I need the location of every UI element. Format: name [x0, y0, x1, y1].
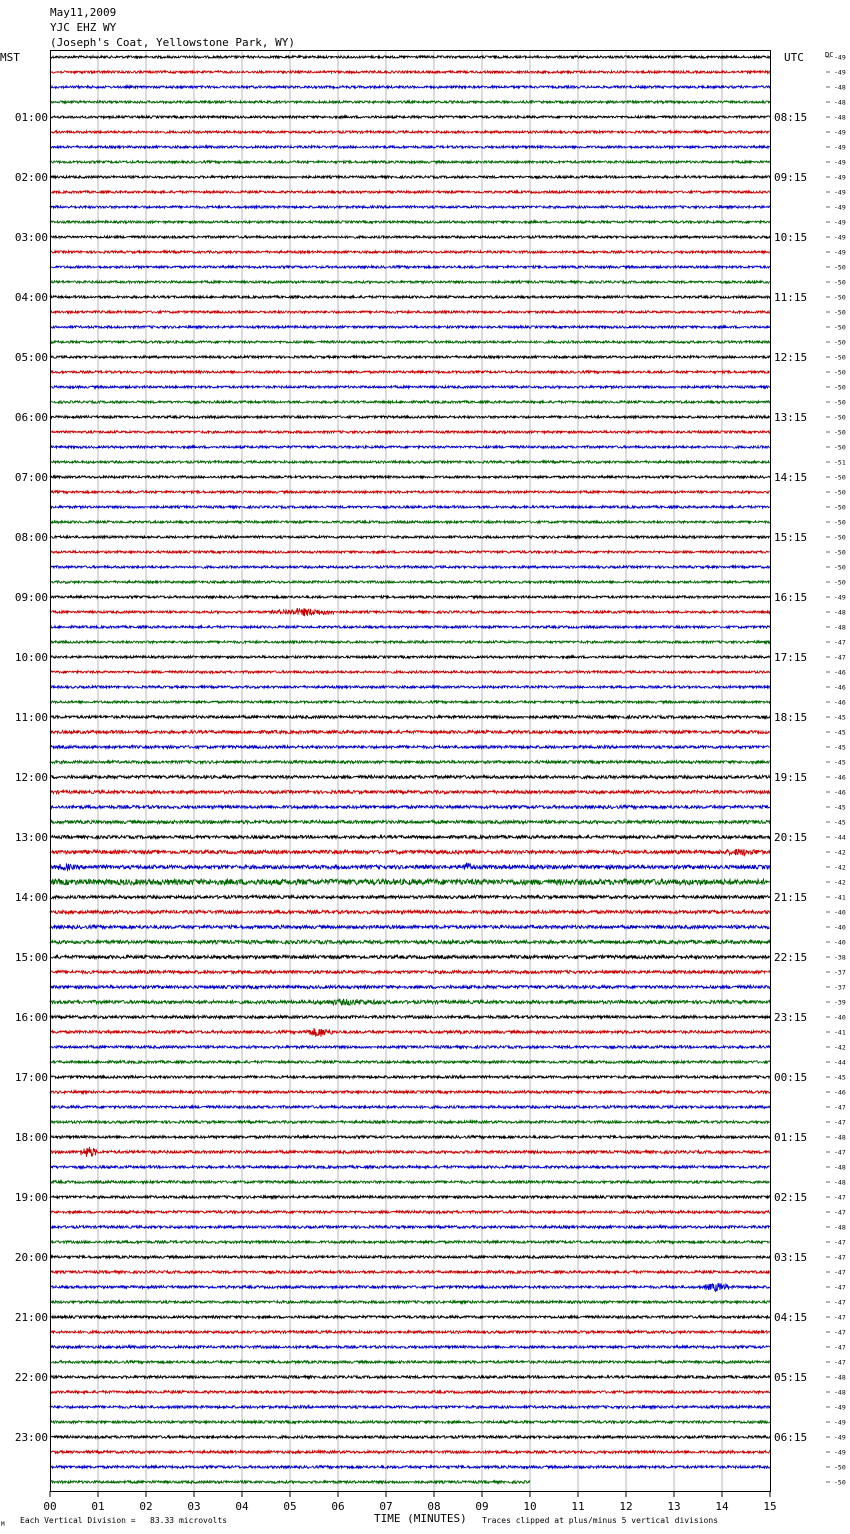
seismic-trace [50, 970, 770, 973]
dc-offset-label: -46 [834, 788, 846, 797]
seismic-trace [50, 701, 770, 703]
seismic-trace [50, 326, 770, 328]
dc-offset-label: -47 [834, 1193, 846, 1202]
dc-offset-label: -49 [834, 1448, 846, 1457]
dc-offset-label: -50 [834, 338, 846, 347]
dc-offset-label: -48 [834, 1223, 846, 1232]
seismic-trace [50, 251, 770, 253]
utc-hour-label: 03:15 [774, 1251, 808, 1264]
seismic-trace [50, 716, 770, 719]
x-tick-label: 11 [571, 1500, 585, 1513]
dc-offset-label: -50 [834, 383, 846, 392]
dc-offset-label: -48 [834, 1133, 846, 1142]
seismic-trace [50, 805, 770, 808]
x-tick-label: 03 [187, 1500, 201, 1513]
x-tick-label: 09 [475, 1500, 489, 1513]
seismic-trace [50, 176, 770, 178]
utc-hour-label: 21:15 [774, 891, 808, 904]
x-tick-label: 01 [91, 1500, 105, 1513]
seismic-trace [50, 1226, 770, 1229]
dc-offset-label: -49 [834, 593, 846, 602]
x-axis-label: TIME (MINUTES) [374, 1512, 467, 1525]
x-tick-label: 08 [427, 1500, 441, 1513]
dc-offset-label: -40 [834, 923, 846, 932]
seismic-trace [50, 386, 770, 388]
dc-offset-label: -37 [834, 983, 846, 992]
dc-offset-label: -42 [834, 863, 846, 872]
dc-offset-label: -50 [834, 263, 846, 272]
dc-offset-label: -48 [834, 1178, 846, 1187]
mst-hour-label: 08:00 [14, 531, 48, 544]
x-tick-label: 14 [715, 1500, 729, 1513]
seismic-trace [50, 581, 770, 583]
seismic-trace [50, 1016, 770, 1019]
utc-hour-label: 05:15 [774, 1371, 808, 1384]
utc-hour-label: 04:15 [774, 1311, 808, 1324]
dc-offset-label: -47 [834, 1268, 846, 1277]
dc-offset-label: -49 [834, 1403, 846, 1412]
seismic-trace [50, 1283, 770, 1291]
dc-offset-label: -49 [834, 188, 846, 197]
left-axis-title: MST [0, 51, 20, 64]
dc-offset-label: -46 [834, 668, 846, 677]
dc-offset-label: -50 [834, 473, 846, 482]
dc-offset-label: -49 [834, 158, 846, 167]
mst-hour-label: 12:00 [14, 771, 48, 784]
seismic-trace [50, 296, 770, 298]
dc-offset-label: -44 [834, 1058, 846, 1067]
mst-hour-label: 07:00 [14, 471, 48, 484]
utc-hour-label: 22:15 [774, 951, 808, 964]
dc-offset-label: -49 [834, 128, 846, 137]
utc-hour-label: 08:15 [774, 111, 808, 124]
dc-offset-label: -47 [834, 1328, 846, 1337]
mst-hour-label: 16:00 [14, 1011, 48, 1024]
seismic-trace [50, 820, 770, 823]
utc-hour-label: 20:15 [774, 831, 808, 844]
dc-offset-label: -42 [834, 1043, 846, 1052]
seismic-trace [50, 341, 770, 343]
dc-offset-label: -47 [834, 1283, 846, 1292]
seismic-trace [50, 1421, 770, 1424]
seismic-trace [50, 266, 770, 268]
seismic-trace [50, 1091, 770, 1094]
seismic-trace [50, 1436, 770, 1439]
utc-hour-label: 16:15 [774, 591, 808, 604]
utc-hour-label: 19:15 [774, 771, 808, 784]
utc-hour-label: 12:15 [774, 351, 808, 364]
seismic-trace [50, 999, 770, 1006]
dc-offset-label: -45 [834, 728, 846, 737]
x-tick-label: 00 [43, 1500, 57, 1513]
seismic-trace [50, 775, 770, 778]
utc-hour-label: 17:15 [774, 651, 808, 664]
dc-offset-label: -49 [834, 218, 846, 227]
x-tick-label: 05 [283, 1500, 297, 1513]
mst-hour-label: 13:00 [14, 831, 48, 844]
mst-hour-label: 20:00 [14, 1251, 48, 1264]
mst-hour-label: 03:00 [14, 231, 48, 244]
utc-hour-label: 06:15 [774, 1431, 808, 1444]
mst-hour-label: 09:00 [14, 591, 48, 604]
mst-hour-label: 04:00 [14, 291, 48, 304]
seismic-trace [50, 863, 770, 871]
dc-offset-label: -48 [834, 623, 846, 632]
dc-offset-label: -45 [834, 818, 846, 827]
dc-offset-label: -47 [834, 1148, 846, 1157]
utc-hour-label: 15:15 [774, 531, 808, 544]
dc-offset-label: -46 [834, 773, 846, 782]
seismic-trace [50, 985, 770, 988]
seismic-trace [50, 356, 770, 358]
dc-offset-label: -50 [834, 308, 846, 317]
seismic-trace [50, 86, 770, 88]
dc-offset-label: -46 [834, 683, 846, 692]
dc-offset-label: -50 [834, 443, 846, 452]
dc-offset-label: -40 [834, 1013, 846, 1022]
seismic-trace [50, 1331, 770, 1334]
dc-offset-label: -50 [834, 488, 846, 497]
dc-offset-label: -41 [834, 893, 846, 902]
x-tick-label: 07 [379, 1500, 393, 1513]
seismic-trace [50, 491, 770, 493]
dc-offset-label: -38 [834, 953, 846, 962]
seismic-trace [50, 1391, 770, 1394]
dc-offset-label: -50 [834, 518, 846, 527]
dc-offset-label: -47 [834, 653, 846, 662]
dc-offset-label: -48 [834, 1373, 846, 1382]
dc-offset-label: -48 [834, 98, 846, 107]
mst-hour-label: 19:00 [14, 1191, 48, 1204]
dc-offset-label: -45 [834, 713, 846, 722]
dc-offset-label: -47 [834, 1103, 846, 1112]
utc-hour-label: 10:15 [774, 231, 808, 244]
seismic-trace [50, 476, 770, 478]
dc-offset-label: -49 [834, 203, 846, 212]
mst-hour-label: 17:00 [14, 1071, 48, 1084]
dc-offset-label: -45 [834, 803, 846, 812]
dc-offset-label: -45 [834, 743, 846, 752]
dc-offset-label: -49 [834, 143, 846, 152]
seismic-trace [50, 1106, 770, 1109]
dc-offset-label: -42 [834, 848, 846, 857]
dc-offset-label: -51 [834, 458, 846, 467]
header-location: (Joseph's Coat, Yellowstone Park, WY) [50, 36, 296, 49]
seismic-trace [50, 1466, 770, 1469]
seismic-trace [50, 1166, 770, 1169]
dc-offset-label: -47 [834, 1298, 846, 1307]
dc-offset-label: -50 [834, 563, 846, 572]
seismic-trace [50, 608, 770, 616]
seismic-trace [50, 116, 770, 118]
seismic-trace [50, 431, 770, 433]
seismic-trace [50, 1346, 770, 1349]
seismic-trace [50, 910, 770, 913]
seismic-trace [50, 761, 770, 764]
seismic-trace [50, 1121, 770, 1124]
dc-offset-label: -50 [834, 398, 846, 407]
dc-offset-label: -47 [834, 1313, 846, 1322]
seismic-trace [50, 671, 770, 673]
seismic-trace [50, 161, 770, 163]
dc-offset-label: -50 [834, 548, 846, 557]
seismic-trace [50, 925, 770, 928]
dc-offset-label: -49 [834, 53, 846, 62]
dc-offset-label: -40 [834, 938, 846, 947]
seismic-trace [50, 311, 770, 313]
seismic-trace [50, 71, 770, 73]
utc-hour-label: 00:15 [774, 1071, 808, 1084]
seismic-trace [50, 1256, 770, 1259]
seismic-trace [50, 730, 770, 733]
seismic-trace [50, 221, 770, 223]
seismic-trace [50, 1028, 770, 1037]
seismic-trace [50, 146, 770, 148]
utc-hour-label: 02:15 [774, 1191, 808, 1204]
seismic-trace [50, 1136, 770, 1139]
dc-offset-label: -44 [834, 833, 846, 842]
dc-offset-label: -40 [834, 908, 846, 917]
x-tick-label: 12 [619, 1500, 633, 1513]
x-tick-label: 13 [667, 1500, 681, 1513]
dc-offset-label: -50 [834, 293, 846, 302]
dc-offset-label: -48 [834, 113, 846, 122]
footer-scale: Each Vertical Division = 83.33 microvolts [20, 1516, 228, 1525]
utc-hour-label: 13:15 [774, 411, 808, 424]
dc-offset-label: -47 [834, 638, 846, 647]
utc-hour-label: 14:15 [774, 471, 808, 484]
dc-offset-label: -46 [834, 698, 846, 707]
x-tick-label: 10 [523, 1500, 537, 1513]
seismic-trace [50, 1046, 770, 1049]
utc-hour-label: 11:15 [774, 291, 808, 304]
mst-hour-label: 06:00 [14, 411, 48, 424]
dc-offset-label: -50 [834, 503, 846, 512]
footer-corner-mark: M [1, 1521, 5, 1528]
seismic-trace [50, 1147, 770, 1157]
dc-offset-label: -50 [834, 578, 846, 587]
dc-offset-label: -41 [834, 1028, 846, 1037]
mst-hour-label: 02:00 [14, 171, 48, 184]
seismic-trace [50, 461, 770, 463]
seismic-trace [50, 626, 770, 628]
dc-offset-label: -47 [834, 1358, 846, 1367]
seismic-trace [50, 1241, 770, 1244]
seismic-trace [50, 191, 770, 193]
mst-hour-label: 11:00 [14, 711, 48, 724]
seismic-trace [50, 641, 770, 643]
dc-offset-label: -48 [834, 608, 846, 617]
footer-clip-note: Traces clipped at plus/minus 5 vertical divisions [482, 1516, 719, 1525]
dc-offset-label: -48 [834, 1388, 846, 1397]
dc-offset-label: -47 [834, 1343, 846, 1352]
seismic-trace [50, 656, 770, 658]
dc-offset-label: -45 [834, 1073, 846, 1082]
seismic-trace [50, 131, 770, 133]
x-tick-label: 02 [139, 1500, 153, 1513]
dc-offset-label: -49 [834, 1433, 846, 1442]
mst-hour-label: 15:00 [14, 951, 48, 964]
seismic-trace [50, 566, 770, 568]
seismic-trace [50, 596, 770, 598]
mst-hour-label: 21:00 [14, 1311, 48, 1324]
mst-hour-label: 23:00 [14, 1431, 48, 1444]
mst-hour-label: 05:00 [14, 351, 48, 364]
seismic-trace [50, 1301, 770, 1304]
utc-hour-label: 09:15 [774, 171, 808, 184]
dc-offset-label: -49 [834, 1418, 846, 1427]
x-tick-label: 04 [235, 1500, 249, 1513]
seismic-trace [50, 1076, 770, 1079]
dc-offset-label: -50 [834, 1478, 846, 1487]
seismic-trace [50, 446, 770, 448]
seismic-trace [50, 506, 770, 508]
seismic-trace [50, 536, 770, 538]
dc-offset-label: -50 [834, 1463, 846, 1472]
seismic-trace [50, 879, 770, 885]
dc-offset-label: -49 [834, 248, 846, 257]
mst-hour-label: 14:00 [14, 891, 48, 904]
header-station: YJC EHZ WY [50, 21, 117, 34]
seismic-trace [50, 101, 770, 103]
seismic-trace [50, 790, 770, 793]
seismic-trace [50, 206, 770, 208]
dc-offset-label: -48 [834, 1163, 846, 1172]
dc-offset-label: -37 [834, 968, 846, 977]
seismic-trace [50, 1361, 770, 1364]
seismic-trace [50, 1181, 770, 1184]
seismic-trace [50, 1196, 770, 1199]
seismic-trace [50, 1211, 770, 1214]
seismic-trace [50, 849, 770, 855]
header-date: May11,2009 [50, 6, 117, 19]
dc-offset-label: -50 [834, 428, 846, 437]
utc-hour-label: 18:15 [774, 711, 808, 724]
dc-offset-label: -47 [834, 1238, 846, 1247]
seismic-trace [50, 1376, 770, 1379]
mst-hour-label: 10:00 [14, 651, 48, 664]
dc-offset-label: -49 [834, 68, 846, 77]
dc-offset-label: -48 [834, 83, 846, 92]
seismic-trace [50, 401, 770, 403]
dc-offset-label: -45 [834, 758, 846, 767]
seismic-trace [50, 835, 770, 838]
mst-hour-label: 22:00 [14, 1371, 48, 1384]
seismic-trace [50, 746, 770, 749]
utc-hour-label: 01:15 [774, 1131, 808, 1144]
dc-offset-label: -49 [834, 173, 846, 182]
dc-offset-label: -47 [834, 1118, 846, 1127]
seismic-trace [50, 56, 770, 58]
x-tick-label: 06 [331, 1500, 345, 1513]
dc-offset-label: -49 [834, 233, 846, 242]
tick-layer [43, 1491, 776, 1513]
seismic-trace [50, 521, 770, 523]
seismic-trace [50, 686, 770, 688]
seismic-trace [50, 955, 770, 958]
mst-hour-label: 18:00 [14, 1131, 48, 1144]
seismic-trace [50, 1316, 770, 1319]
seismic-trace [50, 1451, 770, 1454]
seismic-trace [50, 371, 770, 373]
x-tick-label: 15 [763, 1500, 777, 1513]
dc-offset-label: -46 [834, 1088, 846, 1097]
seismic-trace [50, 551, 770, 553]
seismic-trace [50, 895, 770, 898]
dc-offset-label: -50 [834, 533, 846, 542]
seismic-trace [50, 1061, 770, 1064]
seismic-trace [50, 281, 770, 283]
utc-hour-label: 23:15 [774, 1011, 808, 1024]
seismic-trace [50, 1406, 770, 1409]
right-axis-title: UTC [784, 51, 804, 64]
dc-offset-label: -47 [834, 1253, 846, 1262]
dc-offset-label: -50 [834, 278, 846, 287]
dc-offset-label: -42 [834, 878, 846, 887]
mst-hour-label: 01:00 [14, 111, 48, 124]
dc-axis-title: DC [825, 51, 834, 59]
dc-offset-label: -50 [834, 413, 846, 422]
dc-offset-label: -47 [834, 1208, 846, 1217]
dc-offset-label: -50 [834, 368, 846, 377]
seismic-trace [50, 416, 770, 418]
dc-offset-label: -39 [834, 998, 846, 1007]
dc-offset-label: -50 [834, 323, 846, 332]
dc-offset-label: -50 [834, 353, 846, 362]
trace-layer [50, 54, 846, 1487]
seismic-trace [50, 940, 770, 944]
seismic-trace [50, 236, 770, 238]
seismic-trace [50, 1271, 770, 1274]
